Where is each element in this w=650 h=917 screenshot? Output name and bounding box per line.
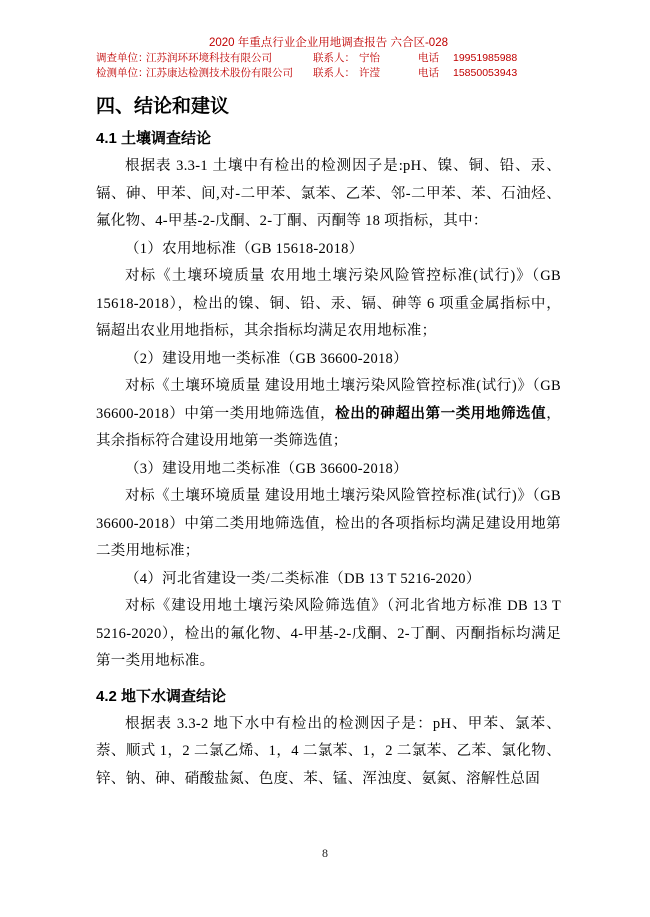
testing-phone-label: 电话 xyxy=(418,67,439,79)
standard-4-title: （4）河北省建设一类/二类标准（DB 13 T 5216-2020） xyxy=(125,570,481,587)
standard-2-text-post: ，其余指标符合建设用地第一类筛选值； xyxy=(96,405,561,449)
header-row-survey-unit xyxy=(96,51,561,66)
standard-1-title: （1）农用地标准（GB 15618-2018） xyxy=(125,240,364,257)
groundwater-intro-paragraph: 根据表 3.3-2 地下水中有检出的检测因子是：pH、甲苯、氯苯、萘、顺式 1，2 二氯乙烯、1，4 二氯苯、1，2 二氯苯、乙苯、氯化物、锌、钠、砷、硝酸盐氮、色度、苯、锰、浑浊度、氨氮、溶解性总固 xyxy=(96,715,561,787)
report-body xyxy=(96,94,561,793)
page-footer xyxy=(0,846,650,861)
page-number: 8 xyxy=(322,846,328,860)
testing-unit-label: 检测单位： xyxy=(96,67,149,79)
standard-2-paragraph xyxy=(96,373,561,456)
testing-unit-value: 江苏康达检测技术股份有限公司 xyxy=(146,67,293,79)
standard-2-text-pre: 对标《土壤环境质量 建设用地土壤污染风险管控标准(试行)》（GB 36600-2018）中第一类用地筛选值， xyxy=(96,378,561,422)
survey-unit-label: 调查单位： xyxy=(96,52,149,64)
standard-4-paragraph: 对标《建设用地土壤污染风险筛选值》（河北省地方标准 DB 13 T 5216-2020），检出的氟化物、4-甲基-2-戊酮、2-丁酮、丙酮指标均满足第一类用地标准。 xyxy=(96,598,561,669)
subsection-heading-soil: 4.1 土壤调查结论 xyxy=(96,130,212,147)
survey-contact-name: 宁怡 xyxy=(359,52,380,64)
standard-2-text-bold: 检出的砷超出第一类用地筛选值 xyxy=(335,405,547,422)
subsection-heading-groundwater: 4.2 地下水调查结论 xyxy=(96,687,227,705)
header-row-testing-unit xyxy=(96,66,561,81)
testing-contact-name: 许滢 xyxy=(359,67,380,79)
survey-phone-label: 电话 xyxy=(418,52,439,64)
survey-contact-label: 联系人： xyxy=(313,52,355,64)
soil-intro-paragraph: 根据表 3.3-1 土壤中有检出的检测因子是:pH、镍、铜、铅、汞、镉、砷、甲苯、间,对-二甲苯、氯苯、乙苯、邻-二甲苯、苯、石油烃、氟化物、4-甲基-2-戊酮、2-丁酮、丙酮等 18 项指标，其中： xyxy=(96,158,561,229)
report-title: 2020 年重点行业企业用地调查报告 六合区-028 xyxy=(209,37,448,49)
survey-unit-value: 江苏润环环境科技有限公司 xyxy=(146,52,272,64)
standard-2-title: （2）建设用地一类标准（GB 36600-2018） xyxy=(125,350,408,367)
testing-phone-number: 15850053943 xyxy=(453,67,518,79)
survey-phone-number: 19951985988 xyxy=(453,52,518,64)
standard-1-paragraph: 对标《土壤环境质量 农用地土壤污染风险管控标准(试行)》（GB 15618-2018），检出的镍、铜、铅、汞、镉、砷等 6 项重金属指标中，镉超出农业用地指标，其余指标均满足农用地标准； xyxy=(96,268,561,339)
standard-3-paragraph: 对标《土壤环境质量 建设用地土壤污染风险管控标准(试行)》（GB 36600-2018）中第二类用地筛选值，检出的各项指标均满足建设用地第二类用地标准； xyxy=(96,488,561,559)
testing-contact-label: 联系人： xyxy=(313,67,355,79)
section-heading-conclusions: 四、结论和建议 xyxy=(96,96,230,117)
report-header xyxy=(96,36,561,81)
standard-3-title: （3）建设用地二类标准（GB 36600-2018） xyxy=(125,460,408,477)
